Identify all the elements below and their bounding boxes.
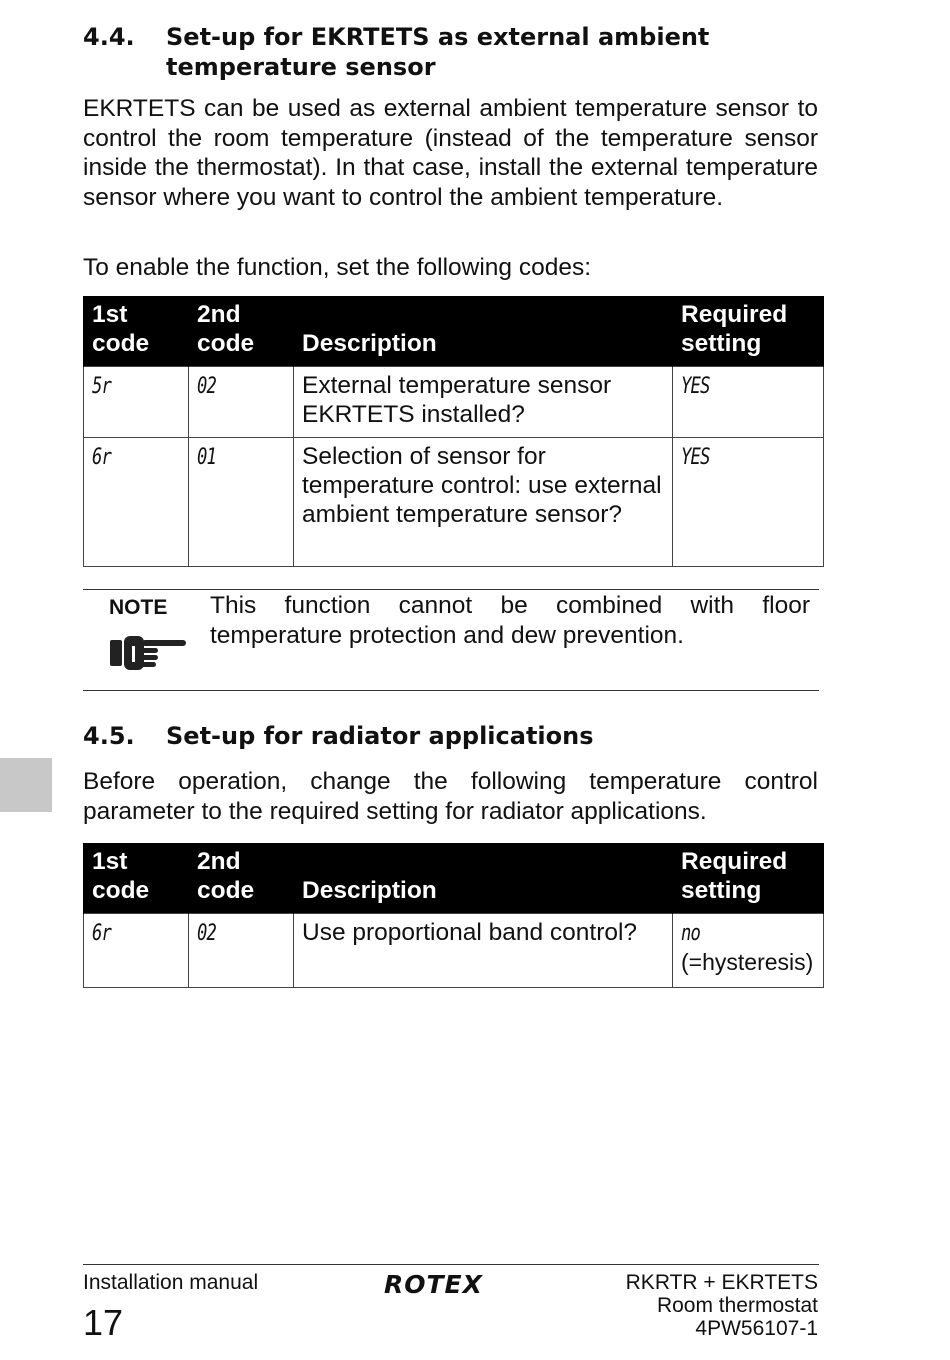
table-header-row [84, 843, 824, 913]
lcd-code: 02 [197, 373, 217, 399]
required-setting-cell [673, 366, 824, 437]
lcd-code: 01 [197, 444, 217, 470]
first-code-cell [84, 437, 189, 566]
header-second-code: 2nd code [189, 296, 294, 366]
table-row [84, 437, 824, 566]
footer-document-code: 4PW56107-1 [695, 1317, 818, 1340]
description-cell: Selection of sensor for temperature control: use external ambient temperature sensor? [294, 437, 673, 566]
section-number: 4.5. [83, 722, 135, 750]
second-code-cell [189, 366, 294, 437]
footer-product-type: Room thermostat [656, 1294, 818, 1317]
required-setting-cell [673, 913, 824, 987]
section-4-5-paragraph: Before operation, change the following temperature control parameter to the required setting for radiator applications. [83, 768, 818, 825]
header-first-code: 1st code [84, 843, 189, 913]
note-bottom-rule [83, 690, 819, 691]
second-code-cell [189, 437, 294, 566]
section-4-5-heading [83, 721, 783, 753]
lcd-code: 6r [92, 920, 112, 946]
codes-table-1 [83, 296, 824, 567]
section-number: 4.4. [83, 23, 135, 51]
lcd-code: YES [681, 373, 710, 399]
codes-table-2 [83, 843, 824, 988]
lcd-code: 5r [92, 373, 112, 399]
page-number: 17 [83, 1302, 124, 1343]
required-setting-note: (=hysteresis) [681, 948, 814, 975]
table-row [84, 913, 824, 987]
header-second-code: 2nd code [189, 843, 294, 913]
required-setting-cell [673, 437, 824, 566]
header-required-setting: Required setting [673, 296, 824, 366]
note-top-rule [83, 589, 819, 590]
header-description: Description [294, 296, 673, 366]
header-required-setting: Required setting [673, 843, 824, 913]
first-code-cell [84, 366, 189, 437]
table-header-row [84, 296, 824, 366]
section-4-4-heading [83, 22, 783, 84]
header-description: Description [294, 843, 673, 913]
chapter-tab-marker [0, 758, 52, 812]
footer-rule [83, 1264, 819, 1265]
footer-product-info [560, 1271, 818, 1340]
rotex-logo: ROTEX [384, 1270, 483, 1299]
pointing-hand-icon [110, 632, 190, 674]
lcd-code: no [681, 920, 701, 946]
note-text: This function cannot be combined with floor temperature protection and dew prevention. [210, 592, 810, 649]
section-title: Set-up for radiator applications [166, 722, 594, 750]
section-4-4-paragraph: EKRTETS can be used as external ambient temperature sensor to control the room temperature (instead of the temperature sensor inside the thermostat). In that case, install the external temperature sensor where you want to control the ambient temperature. [83, 95, 818, 211]
table-row [84, 366, 824, 437]
second-code-cell [189, 913, 294, 987]
footer-manual-label: Installation manual [83, 1271, 259, 1294]
section-title-line: temperature sensor [166, 53, 436, 81]
lcd-code: 6r [92, 444, 112, 470]
section-title-line: Set-up for EKRTETS as external ambient [166, 23, 710, 51]
first-code-cell [84, 913, 189, 987]
header-first-code: 1st code [84, 296, 189, 366]
section-title [166, 22, 726, 82]
footer-product-name: RKRTR + EKRTETS [625, 1271, 818, 1294]
note-label: NOTE [109, 596, 168, 619]
description-cell: External temperature sensor EKRTETS installed? [294, 366, 673, 437]
description-cell: Use proportional band control? [294, 913, 673, 987]
lcd-code: YES [681, 444, 710, 470]
section-4-4-intro: To enable the function, set the following codes: [83, 254, 592, 281]
lcd-code: 02 [197, 920, 217, 946]
